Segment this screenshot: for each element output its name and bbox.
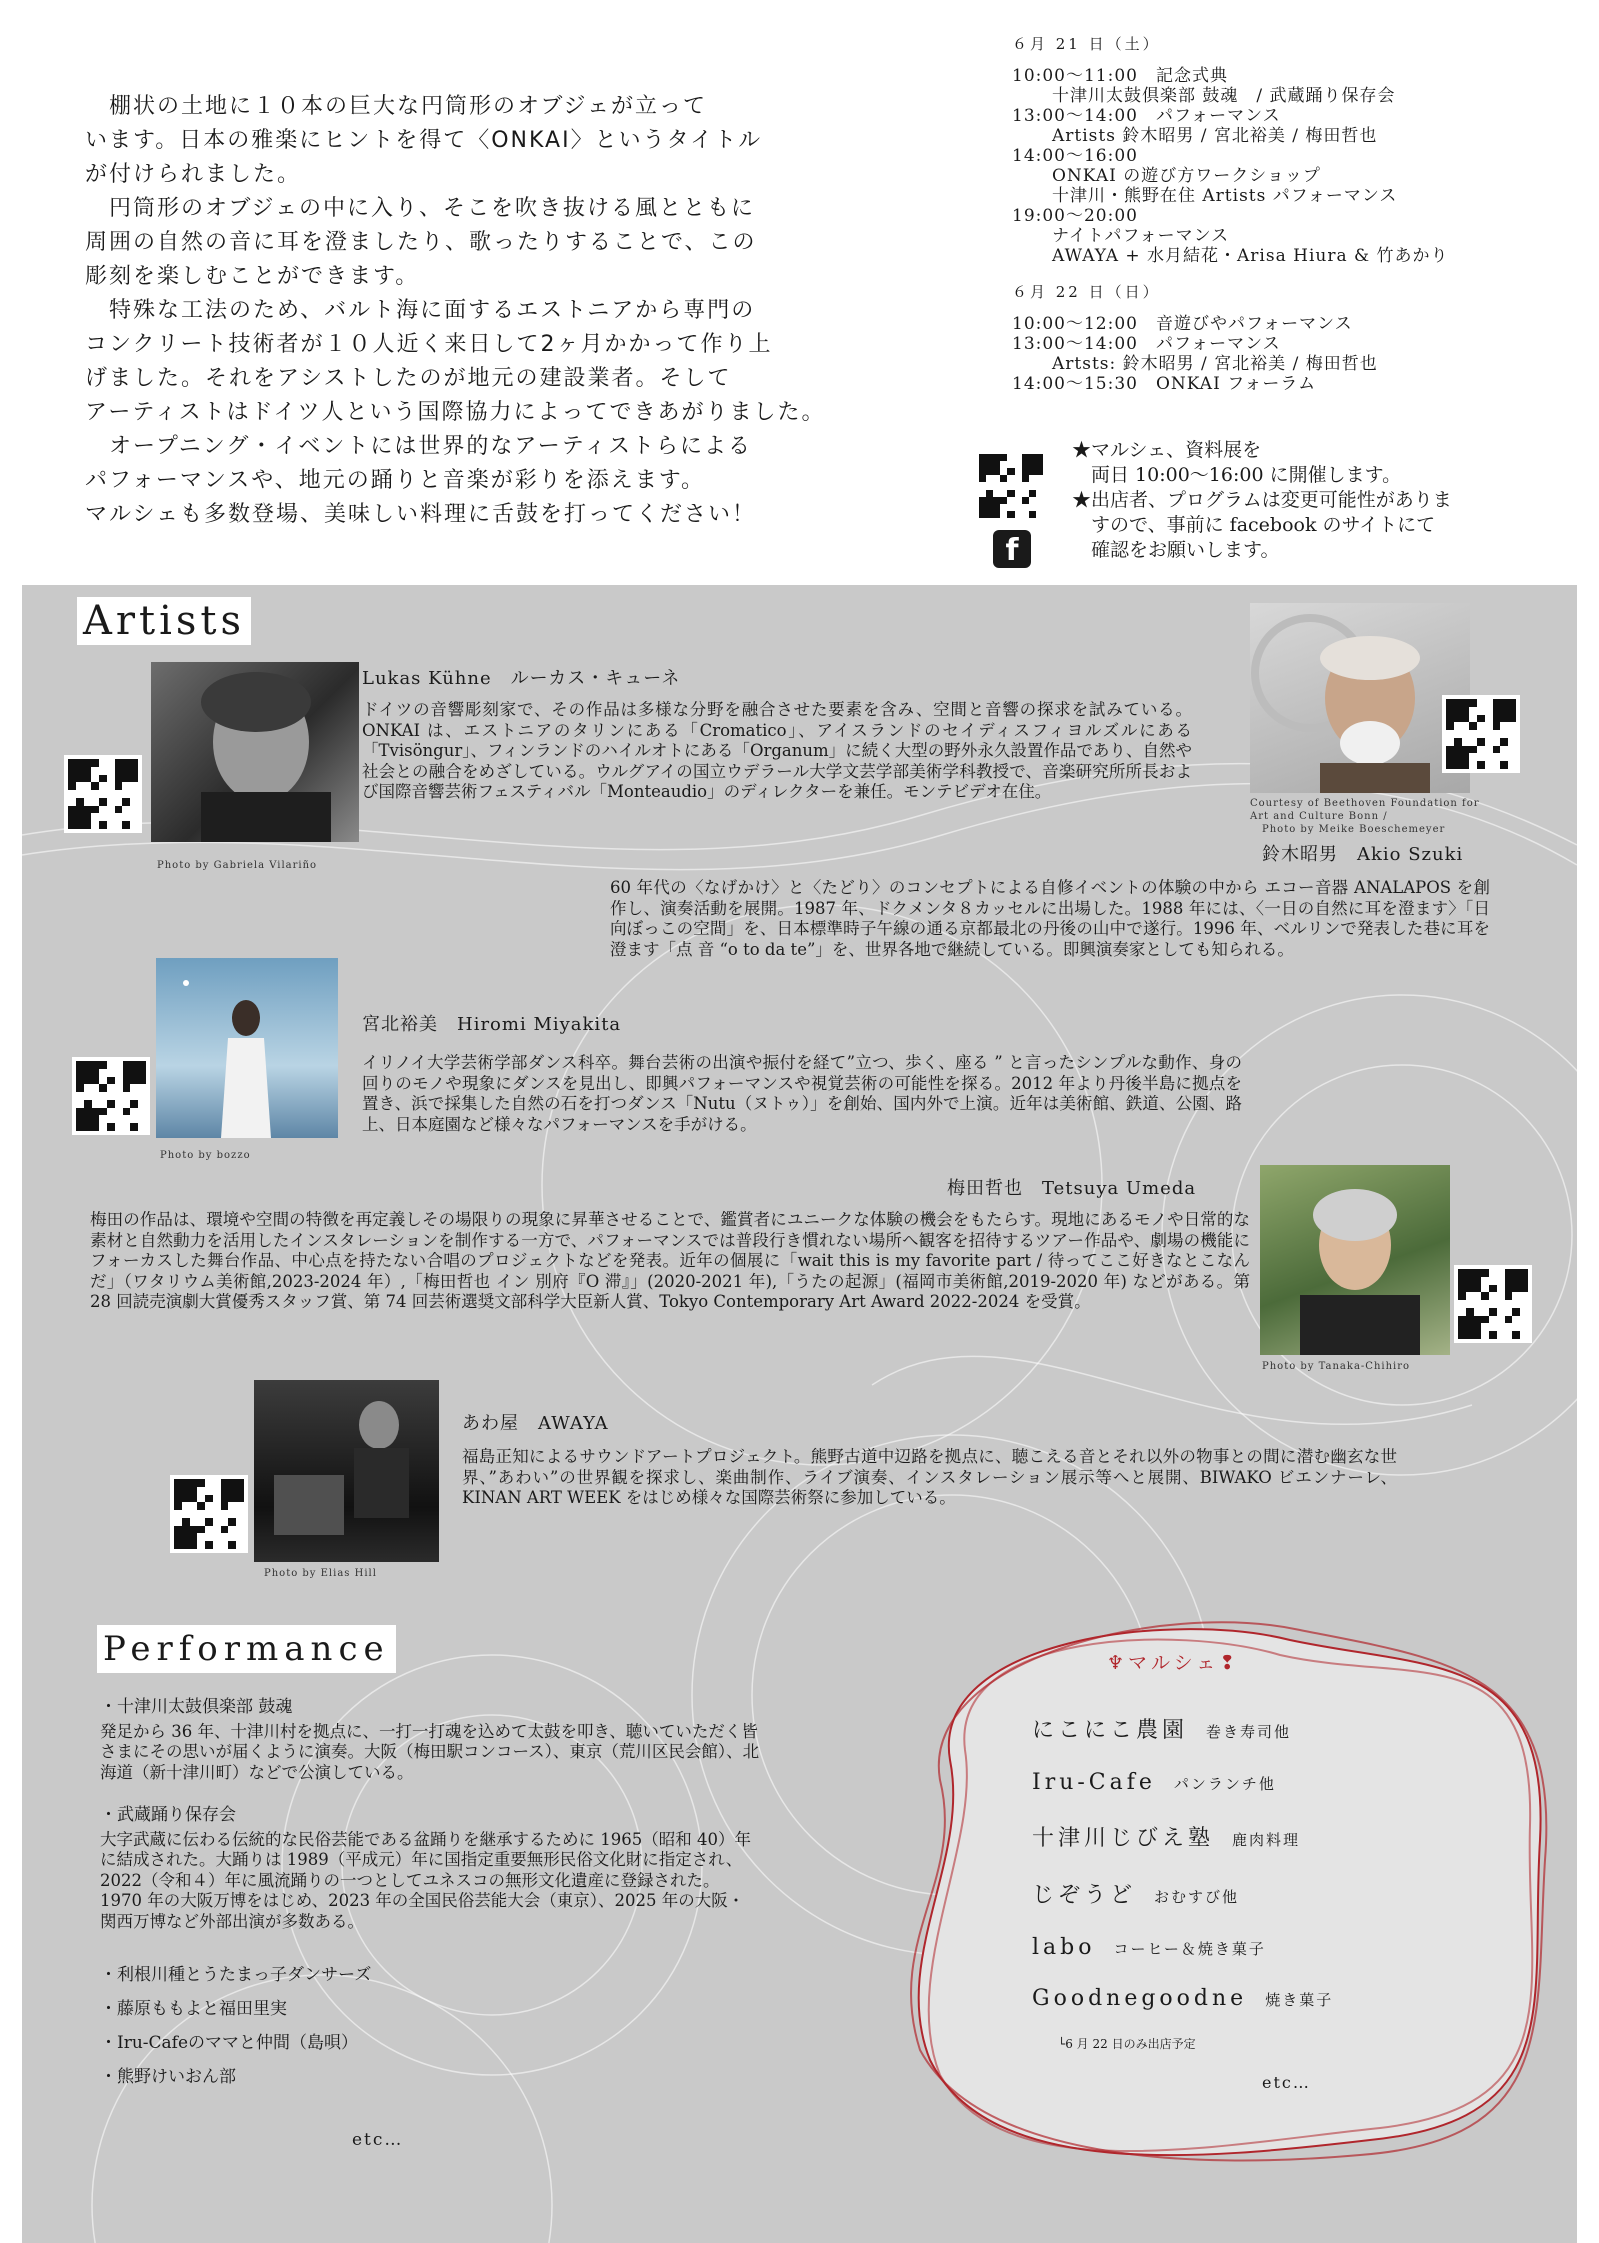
schedule-line: Artists 鈴木昭男 / 宮北裕美 / 梅田哲也 (1052, 126, 1378, 146)
performance-text: 発足から 36 年、十津川村を拠点に、一打一打魂を込めて太鼓を叩き、聴いていただく皆さまにその思いが届くように演奏。大阪（梅田駅コンコース）、東京（荒川区民会館）、北海道（新十津川町）などで公演している。 (100, 1721, 760, 1782)
marche-item-desc: 鹿肉料理 (1232, 1831, 1301, 1849)
schedule-line: AWAYA + 水月結花・Arisa Hiura & 竹あかり (1052, 246, 1449, 266)
awaya-photo-credit: Photo by Elias Hill (264, 1568, 377, 1579)
qr-code[interactable] (1454, 1265, 1532, 1343)
schedule-line: 10:00～11:00 記念式典 (1012, 66, 1228, 86)
schedule-line: 十津川・熊野在住 Artists パフォーマンス (1052, 186, 1398, 206)
schedule-day1: ６月 21 日（土） (1012, 35, 1161, 53)
marche-item-name: Iru-Cafe (1032, 1770, 1156, 1795)
lukas-bio: ドイツの音響彫刻家で、その作品は多様な分野を融合させた要素を含み、空間と音響の探求を試みている。ONKAI は、エストニアのタリンにある「Cromatico」、アイスランドのセイディスフィヨルズルにある「Tvisöngur」、フィンランドのハイルオトにある「Organum」に続く大型の野外永久設置作品であり、自然や社会との融合をめざしている。ウルグアイの国立ウデラール大学文芸学部美術学科教授で、音楽研究所所長および国際音響芸術フェスティバル「Monteaudio」のディレクターを兼任。モンテビデオ在住。 (362, 700, 1192, 801)
akio-bio: 60 年代の〈なげかけ〉と〈たどり〉のコンセプトによる自修イベントの体験の中から エコー音器 ANALAPOS を創作し、演奏活動を展開。1987 年、ドクメンタ８カッセルに出場した。1988 年には、〈一日の自然に耳を澄ます〉「日向ぼっこの空間」を、日本標準時子午線の通る京都最北の丹後の山中で遂行。1996 年、ベルリンで発表した巷に耳を澄ます「点 音 “o to da te”」を、世界各地で継続している。即興演奏家としても知られる。 (610, 878, 1490, 959)
hiromi-name: 宮北裕美 Hiromi Miyakita (362, 1014, 622, 1035)
artists-heading: Artists (77, 597, 251, 645)
marche-item (1032, 1713, 1512, 1744)
schedule-day2-list (1012, 314, 1572, 394)
performance-title: ・武蔵踊り保存会 (100, 1805, 236, 1825)
intro-text: 棚状の土地に１０本の巨大な円筒形のオブジェが立って います。日本の雅楽にヒントを得て〈ONKAI〉というタイトル が付けられました。 円筒形のオブジェの中に入り、そこを吹き抜ける風とともに 周囲の自然の音に耳を澄ましたり、歌ったりすることで、この 彫刻を楽しむことができます。 特殊な工法のため、バルト海に面するエストニアから専門の コンクリート技術者が１０人近く来日して2ヶ月かかって作り上 げました。それをアシストしたのが地元の建設業者。そして アーティストはドイツ人という国際協力によってできあがりました。 オープニング・イベントには世界的なアーティストらによる パフォーマンスや、地元の踊りと音楽が彩りを添えます。 マルシェも多数登場、美味しい料理に舌鼓を打ってください！ (85, 94, 826, 527)
performance-item: ・藤原ももよと福田里実 (100, 1999, 287, 2019)
marche-item-desc: 巻き寿司他 (1206, 1723, 1292, 1741)
performance-etc: etc… (352, 2130, 404, 2150)
performance-item: ・利根川種とうたまっ子ダンサーズ (100, 1965, 372, 1985)
pin-icon: ❢ (1219, 1652, 1240, 1674)
lukas-photo-credit: Photo by Gabriela Vilariño (157, 860, 318, 871)
marche-note: └6 月 22 日のみ出店予定 (1058, 2037, 1196, 2051)
performance-text: 大字武蔵に伝わる伝統的な民俗芸能である盆踊りを継承するために 1965（昭和 40）年に結成された。大踊りは 1989（平成元）年に国指定重要無形民俗文化財に指定され、2022（令和４）年に風流踊りの一つとしてユネスコの無形文化遺産に登録された。1970 年の大阪万博をはじめ、2023 年の全国民俗芸能大会（東京）、2025 年の大阪・関西万博など外部出演が多数ある。 (100, 1829, 751, 1931)
schedule-day1-list (1012, 66, 1572, 266)
lukas-name: Lukas Kühne ルーカス・キューネ (362, 668, 681, 689)
akio-photo (1250, 603, 1470, 793)
marche-item-desc: 焼き菓子 (1265, 1991, 1334, 2009)
marche-item-desc: コーヒー＆焼き菓子 (1113, 1940, 1266, 1958)
marche-item-name: 十津川じびえ塾 (1032, 1826, 1215, 1851)
schedule (1012, 28, 1572, 394)
marche-etc: etc… (1262, 2073, 1311, 2092)
marche-title: ♆マルシェ❢ (1107, 1652, 1240, 1674)
notes: ★マルシェ、資料展を 両日 10:00～16:00 に開催します。 ★出店者、プログラムは変更可能性がありま すので、事前に facebook のサイトにて 確認をお願いします。 (1072, 439, 1452, 561)
akio-name: 鈴木昭男 Akio Szuki (1262, 844, 1464, 865)
marche-item-name: labo (1032, 1935, 1096, 1960)
marche-item-desc: パンランチ他 (1173, 1775, 1276, 1793)
schedule-line: 10:00～12:00 音遊びやパフォーマンス (1012, 314, 1353, 334)
marche-item (1032, 1821, 1512, 1852)
schedule-line: 13:00～14:00 パフォーマンス (1012, 106, 1281, 126)
marche-item-name: じぞうど (1032, 1883, 1137, 1908)
awaya-bio: 福島正知によるサウンドアートプロジェクト。熊野古道中辺路を拠点に、聴こえる音とそれ以外の物事との間に潜む幽玄な世界、”あわい”の世界観を探求し、楽曲制作、ライブ演奏、インスタレーション展示等へと展開、BIWAKO ビエンナーレ、KINAN ART WEEK をはじめ様々な国際芸術祭に参加している。 (462, 1447, 1397, 1507)
performance-item: ・Iru-Cafeのママと仲間（島唄） (100, 2033, 359, 2053)
marche-item (1032, 1770, 1512, 1795)
marche-list (1032, 1713, 1512, 2052)
hiromi-photo (156, 958, 338, 1138)
marche-item-name: Goodnegoodne (1032, 1986, 1248, 2011)
awaya-name: あわ屋 AWAYA (462, 1413, 609, 1434)
marche-item (1032, 1935, 1512, 1960)
schedule-line: 14:00～16:00 (1012, 146, 1138, 166)
akio-photo-credit: Courtesy of Beethoven Foundation for Art and Culture Bonn / Photo by Meike Boeschemeyer (1250, 798, 1480, 835)
hiromi-photo-credit: Photo by bozzo (160, 1150, 251, 1161)
awaya-photo (254, 1380, 439, 1562)
performance-title: ・十津川太鼓倶楽部 鼓魂 (100, 1697, 293, 1717)
qr-code[interactable] (72, 1057, 150, 1135)
performance-item: ・熊野けいおん部 (100, 2067, 236, 2087)
facebook-icon[interactable]: f (993, 530, 1031, 568)
marche-item (1032, 1986, 1512, 2011)
qr-code[interactable] (1442, 695, 1520, 773)
marche-item-name: にこにこ農園 (1032, 1718, 1189, 1743)
schedule-line: ナイトパフォーマンス (1052, 226, 1230, 246)
schedule-line: 14:00～15:30 ONKAI フォーラム (1012, 374, 1317, 394)
gray-panel (22, 585, 1577, 2243)
schedule-day2: ６月 22 日（日） (1012, 283, 1161, 301)
lukas-photo (151, 662, 359, 842)
pin-icon: ♆ (1107, 1652, 1129, 1674)
schedule-line: Artsts: 鈴木昭男 / 宮北裕美 / 梅田哲也 (1052, 354, 1378, 374)
schedule-line: 13:00～14:00 パフォーマンス (1012, 334, 1281, 354)
schedule-line: 19:00～20:00 (1012, 206, 1138, 226)
marche-item-desc: おむすび他 (1154, 1888, 1240, 1906)
performance-heading: Performance (97, 1625, 396, 1673)
marche-item (1032, 1878, 1512, 1909)
tetsuya-name: 梅田哲也 Tetsuya Umeda (947, 1178, 1197, 1199)
hiromi-bio: イリノイ大学芸術学部ダンス科卒。舞台芸術の出演や振付を経て”立つ、歩く、座る ” と言ったシンプルな動作、身の回りのモノや現象にダンスを見出し、即興パフォーマンスや視覚芸術の可能性を探る。2012 年より丹後半島に拠点を置き、浜で採集した自然の石を打つダンス「Nutu（ヌトゥ）」を創始、国内外で上演。近年は美術館、鉄道、公園、路上、日本庭園など様々なパフォーマンスを手がける。 (362, 1053, 1242, 1134)
qr-code[interactable] (64, 755, 142, 833)
tetsuya-photo-credit: Photo by Tanaka-Chihiro (1262, 1361, 1411, 1372)
schedule-line: 十津川太鼓倶楽部 鼓魂 / 武蔵踊り保存会 (1052, 86, 1396, 106)
tetsuya-photo (1260, 1165, 1450, 1355)
tetsuya-bio: 梅田の作品は、環境や空間の特徴を再定義しその場限りの現象に昇華させることで、鑑賞者にユニークな体験の機会をもたらす。現地にあるモノや日常的な素材と自然動力を活用したインスタレーションを制作する一方で、パフォーマンスでは普段行き慣れない場所へ観客を招待するツアー作品や、劇場の機能にフォーカスした舞台作品、中心点を持たない合唱のプロジェクトなどを発表。近年の個展に「wait this is my favorite part / 待ってここ好きなとこなんだ」（ワタリウム美術館,2023-2024 年）,「梅田哲也 イン 別府『O 滞』」(2020-2021 年),「うたの起源」(福岡市美術館,2019-2020 年) などがある。第 28 回読売演劇大賞優秀スタッフ賞、第 74 回芸術選奨文部科学大臣新人賞、Tokyo Contemporary Art Award 2022-2024 を受賞。 (90, 1210, 1250, 1311)
performance-list (100, 1697, 760, 2094)
schedule-line: ONKAI の遊び方ワークショップ (1052, 166, 1321, 186)
qr-code[interactable] (975, 450, 1047, 522)
qr-code[interactable] (170, 1475, 248, 1553)
